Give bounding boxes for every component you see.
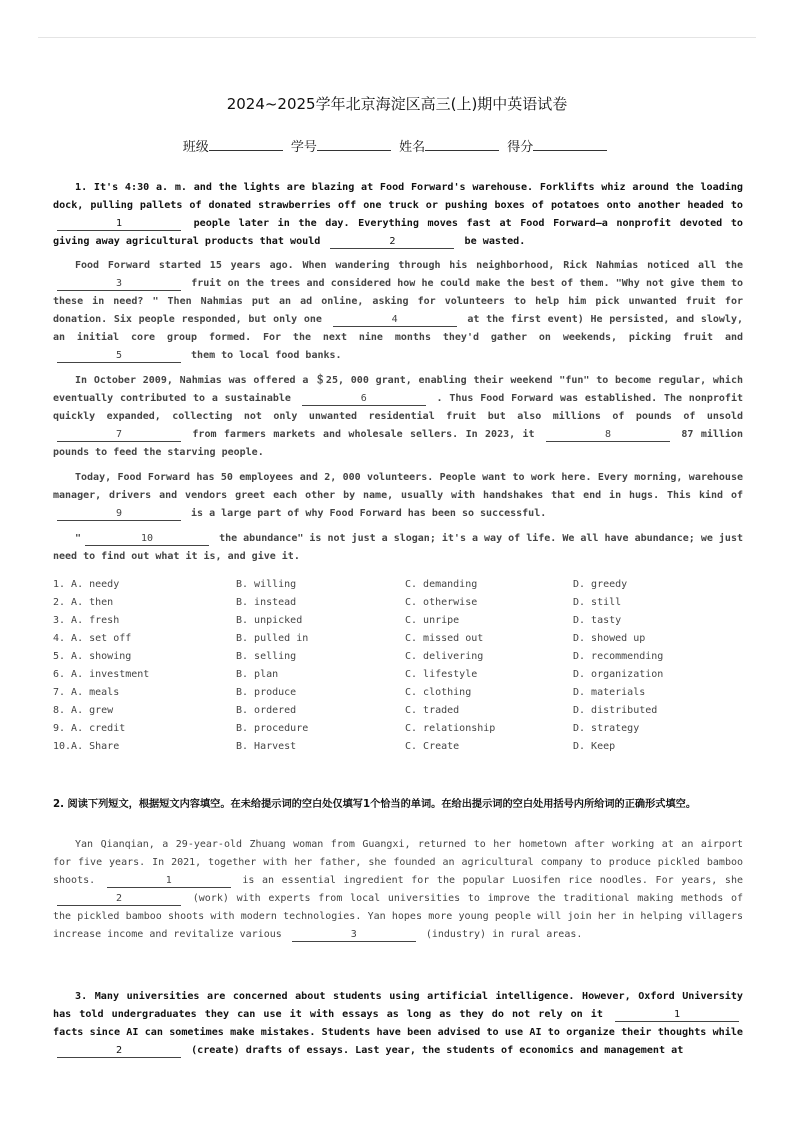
name-blank[interactable] xyxy=(425,138,499,151)
option-row: 9. A. credit B. procedure C. relationship D. strategy xyxy=(53,723,640,734)
q1-paragraph-1: Food Forward started 15 years ago. When wandering through his neighborhood, Rick Nahmias noticed all the 3 fruit on the trees and considered how he could make the best of them. "Why not give them to these in need? " Then Nahmias put an ad online, asking for volunteers to help him pick unwanted fruit for donation. Six people responded, but only one 4 at the first event) He persisted, and slowly, an initial core group formed. For the next nine months they'd gather on weekends, picking fruit and 5 them to local food banks. xyxy=(53,260,743,361)
option-row: 8. A. grew B. ordered C. traded D. distributed xyxy=(53,705,658,716)
student-no-blank[interactable] xyxy=(317,138,391,151)
blank-10[interactable]: 10 xyxy=(85,533,209,546)
q1-paragraph-2: In October 2009, Nahmias was offered a ＄25, 000 grant, enabling their weekend "fun" to become regular, which eventually contributed to a sustainable 6 . Thus Food Forward was established. The nonprofit quickly expanded, collecting not only unwanted residential fruit but also millions of pounds of unsold 7 from farmers markets and wholesale sellers. In 2023, it 8 87 million pounds to feed the starving people. xyxy=(53,375,743,458)
blank-4[interactable]: 4 xyxy=(333,314,457,327)
top-divider xyxy=(38,37,756,38)
question-3: 3. Many universities are concerned about students using artificial intelligence. However, Oxford University has told undergraduates they can use it with essays as long as they do not rely on it 1 facts since AI can sometimes make mistakes. Students have been advised to use AI to organize their thoughts while 2 (create) drafts of essays. Last year, the students of economics and management at xyxy=(53,991,743,1056)
blank-3[interactable]: 3 xyxy=(57,278,181,291)
score-blank[interactable] xyxy=(533,138,607,151)
q3-blank-2[interactable]: 2 xyxy=(57,1045,181,1058)
option-row: 4. A. set off B. pulled in C. missed out D. showed up xyxy=(53,633,646,644)
option-row: 7. A. meals B. produce C. clothing D. materials xyxy=(53,687,646,698)
q1-paragraph-3: Today, Food Forward has 50 employees and 2, 000 volunteers. People want to work here. Every morning, warehouse manager, drivers and vendors greet each other by name, usually with handshakes that end in hugs. This kind of 9 is a large part of why Food Forward has been so successful. xyxy=(53,472,743,519)
exam-title: 2024~2025学年北京海淀区高三(上)期中英语试卷 xyxy=(226,95,568,113)
option-row: 1. A. needy B. willing C. demanding D. greedy xyxy=(53,579,628,590)
blank-9[interactable]: 9 xyxy=(57,508,181,521)
name-field: 姓名 xyxy=(399,136,503,155)
option-row: 6. A. investment B. plan C. lifestyle D. organization xyxy=(53,669,664,680)
question-2-heading: 2. 阅读下列短文，根据短文内容填空。在未给提示词的空白处仅填写1个恰当的单词。在给出提示词的空白处用括号内所给词的正确形式填空。 xyxy=(53,799,697,810)
student-no-field: 学号 xyxy=(291,136,395,155)
blank-1[interactable]: 1 xyxy=(57,218,181,231)
blank-7[interactable]: 7 xyxy=(57,429,181,442)
blank-2[interactable]: 2 xyxy=(330,236,454,249)
q2-blank-1[interactable]: 1 xyxy=(107,875,231,888)
blank-6[interactable]: 6 xyxy=(302,393,426,406)
question-2 xyxy=(53,836,743,944)
blank-5[interactable]: 5 xyxy=(57,350,181,363)
class-field: 班级 xyxy=(183,136,287,155)
q3-blank-1[interactable]: 1 xyxy=(615,1009,739,1022)
question-1 xyxy=(53,179,743,566)
blank-8[interactable]: 8 xyxy=(546,429,670,442)
class-blank[interactable] xyxy=(209,138,283,151)
q1-options xyxy=(53,576,753,756)
score-field: 得分 xyxy=(507,136,611,155)
q2-blank-2[interactable]: 2 xyxy=(57,893,181,906)
q2-blank-3[interactable]: 3 xyxy=(292,929,416,942)
option-row: 2. A. then B. instead C. otherwise D. still xyxy=(53,597,622,608)
q1-intro: 1. It's 4:30 a. m. and the lights are blazing at Food Forward's warehouse. Forklifts whiz around the loading dock, pulling pallets of donated strawberries off one truck or pushing boxes of potatoes onto another headed to 1 people later in the day. Everything moves fast at Food Forward—a nonprofit devoted to giving away agricultural products that would 2 be wasted. xyxy=(53,182,743,247)
q2-paragraph: Yan Qianqian, a 29-year-old Zhuang woman from Guangxi, returned to her hometown after working at an airport for five years. In 2021, together with her father, she founded an agricultural company to produce pickled bamboo shoots. 1 is an essential ingredient for the popular Luosifen rice noodles. For years, she 2 (work) with experts from local universities to improve the traditional making methods of the pickled bamboo shoots with modern technologies. Yan hopes more young people will join her in helping villagers increase income and revitalize various 3 (industry) in rural areas. xyxy=(53,839,743,940)
option-row: 10.A. Share B. Harvest C. Create D. Keep xyxy=(53,741,616,752)
option-row: 5. A. showing B. selling C. delivering D. recommending xyxy=(53,651,664,662)
q1-paragraph-4: " 10 the abundance" is not just a slogan; it's a way of life. We all have abundance; we just need to find out what it is, and give it. xyxy=(53,533,743,562)
student-info-row xyxy=(0,136,794,155)
option-row: 3. A. fresh B. unpicked C. unripe D. tasty xyxy=(53,615,622,626)
